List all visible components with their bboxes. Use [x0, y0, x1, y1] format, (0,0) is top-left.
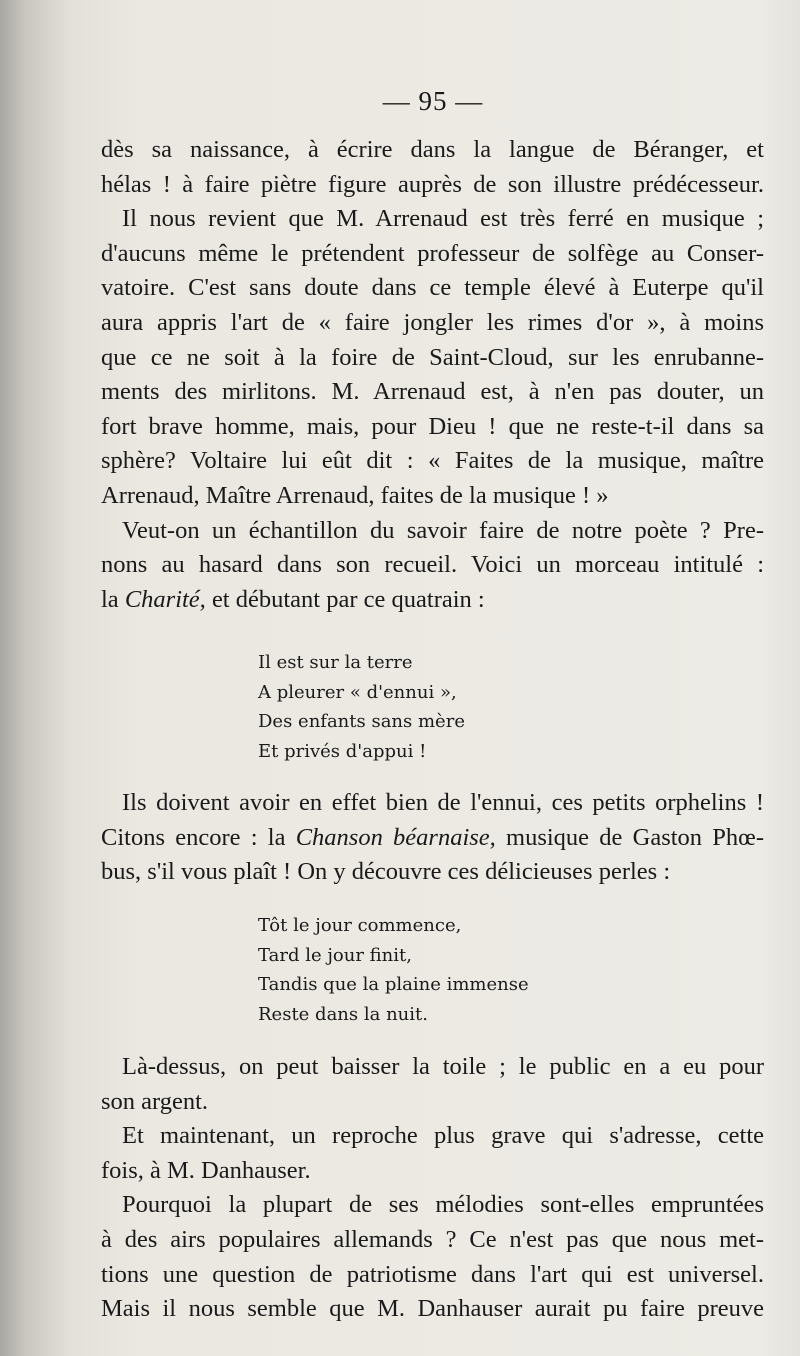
- text-run: musique de Gaston Phœ-: [495, 823, 764, 851]
- text-line-chanson: [101, 821, 764, 856]
- paragraph-block-3: [101, 1050, 764, 1327]
- text-line: dès sa naissance, à écrire dans la langue de Béranger, et: [101, 136, 764, 163]
- text-line: Il nous revient que M. Arrenaud est très ferré en musique ;: [122, 205, 764, 233]
- text-line: à des airs populaires allemands ? Ce n'est pas que nous met-: [101, 1225, 764, 1253]
- text-line: Et maintenant, un reproche plus grave qui s'adresse, cette: [122, 1122, 764, 1150]
- text-line: Arrenaud, Maître Arrenaud, faites de la musique ! »: [101, 481, 609, 509]
- text-line: hélas ! à faire piètre figure auprès de son illustre prédécesseur.: [101, 170, 764, 198]
- text-line: nons au hasard dans son recueil. Voici un morceau intitulé :: [101, 551, 764, 579]
- paragraph-block-2: [101, 786, 764, 890]
- text-line: fort brave homme, mais, pour Dieu ! que ne reste-t-il dans sa: [101, 412, 764, 440]
- text-line: sphère? Voltaire lui eût dit : « Faites de la musique, maître: [101, 447, 764, 475]
- verse-line: Et privés d'appui !: [258, 740, 427, 762]
- text-line: tions une question de patriotisme dans l'art qui est universel.: [101, 1260, 764, 1288]
- verse-line: Il est sur la terre: [258, 652, 413, 673]
- text-line: Pourquoi la plupart de ses mélodies sont-elles empruntées: [122, 1191, 764, 1219]
- verse-line: Tôt le jour commence,: [258, 915, 462, 936]
- text-line: Ils doivent avoir en effet bien de l'ennui, ces petits orphelins !: [122, 789, 764, 816]
- text-run: Citons encore : la: [101, 823, 296, 851]
- text-line: fois, à M. Danhauser.: [101, 1156, 311, 1184]
- verse-line: Des enfants sans mère: [258, 711, 465, 732]
- verse-line: Tard le jour finit,: [258, 944, 412, 966]
- text-run: la: [101, 585, 125, 613]
- paragraph-block-1: [101, 133, 764, 617]
- song-title-chanson: Chanson béarnaise,: [295, 823, 496, 851]
- text-line: d'aucuns même le prétendent professeur de solfège au Conser-: [101, 239, 764, 267]
- text-line: Veut-on un échantillon du savoir faire de notre poète ? Pre-: [122, 516, 764, 544]
- text-line: ments des mirlitons. M. Arrenaud est, à n'en pas douter, un: [101, 378, 764, 406]
- verse-line: Reste dans la nuit.: [258, 1003, 428, 1025]
- quatrain-1: [258, 648, 465, 766]
- text-line: que ce ne soit à la foire de Saint-Cloud, sur les enrubanne-: [101, 343, 764, 371]
- text-line: Mais il nous semble que M. Danhauser aurait pu faire preuve: [101, 1295, 764, 1323]
- poem-title-charite: Charité,: [124, 585, 206, 613]
- text-line: vatoire. C'est sans doute dans ce temple élevé à Euterpe qu'il: [101, 274, 764, 302]
- text-run: et débutant par ce quatrain :: [205, 585, 485, 613]
- text-line: bus, s'il vous plaît ! On y découvre ces délicieuses perles :: [101, 858, 671, 886]
- text-line: Là-dessus, on peut baisser la toile ; le public en a eu pour: [122, 1053, 764, 1080]
- verse-line: Tandis que la plaine immense: [258, 974, 529, 995]
- text-line-charite: [101, 583, 764, 618]
- text-line: aura appris l'art de « faire jongler les rimes d'or », à moins: [101, 308, 764, 336]
- quatrain-2: [258, 911, 529, 1029]
- verse-line: A pleurer « d'ennui »,: [258, 681, 457, 703]
- text-line: son argent.: [101, 1087, 209, 1115]
- page-number: — 95 —: [382, 86, 484, 116]
